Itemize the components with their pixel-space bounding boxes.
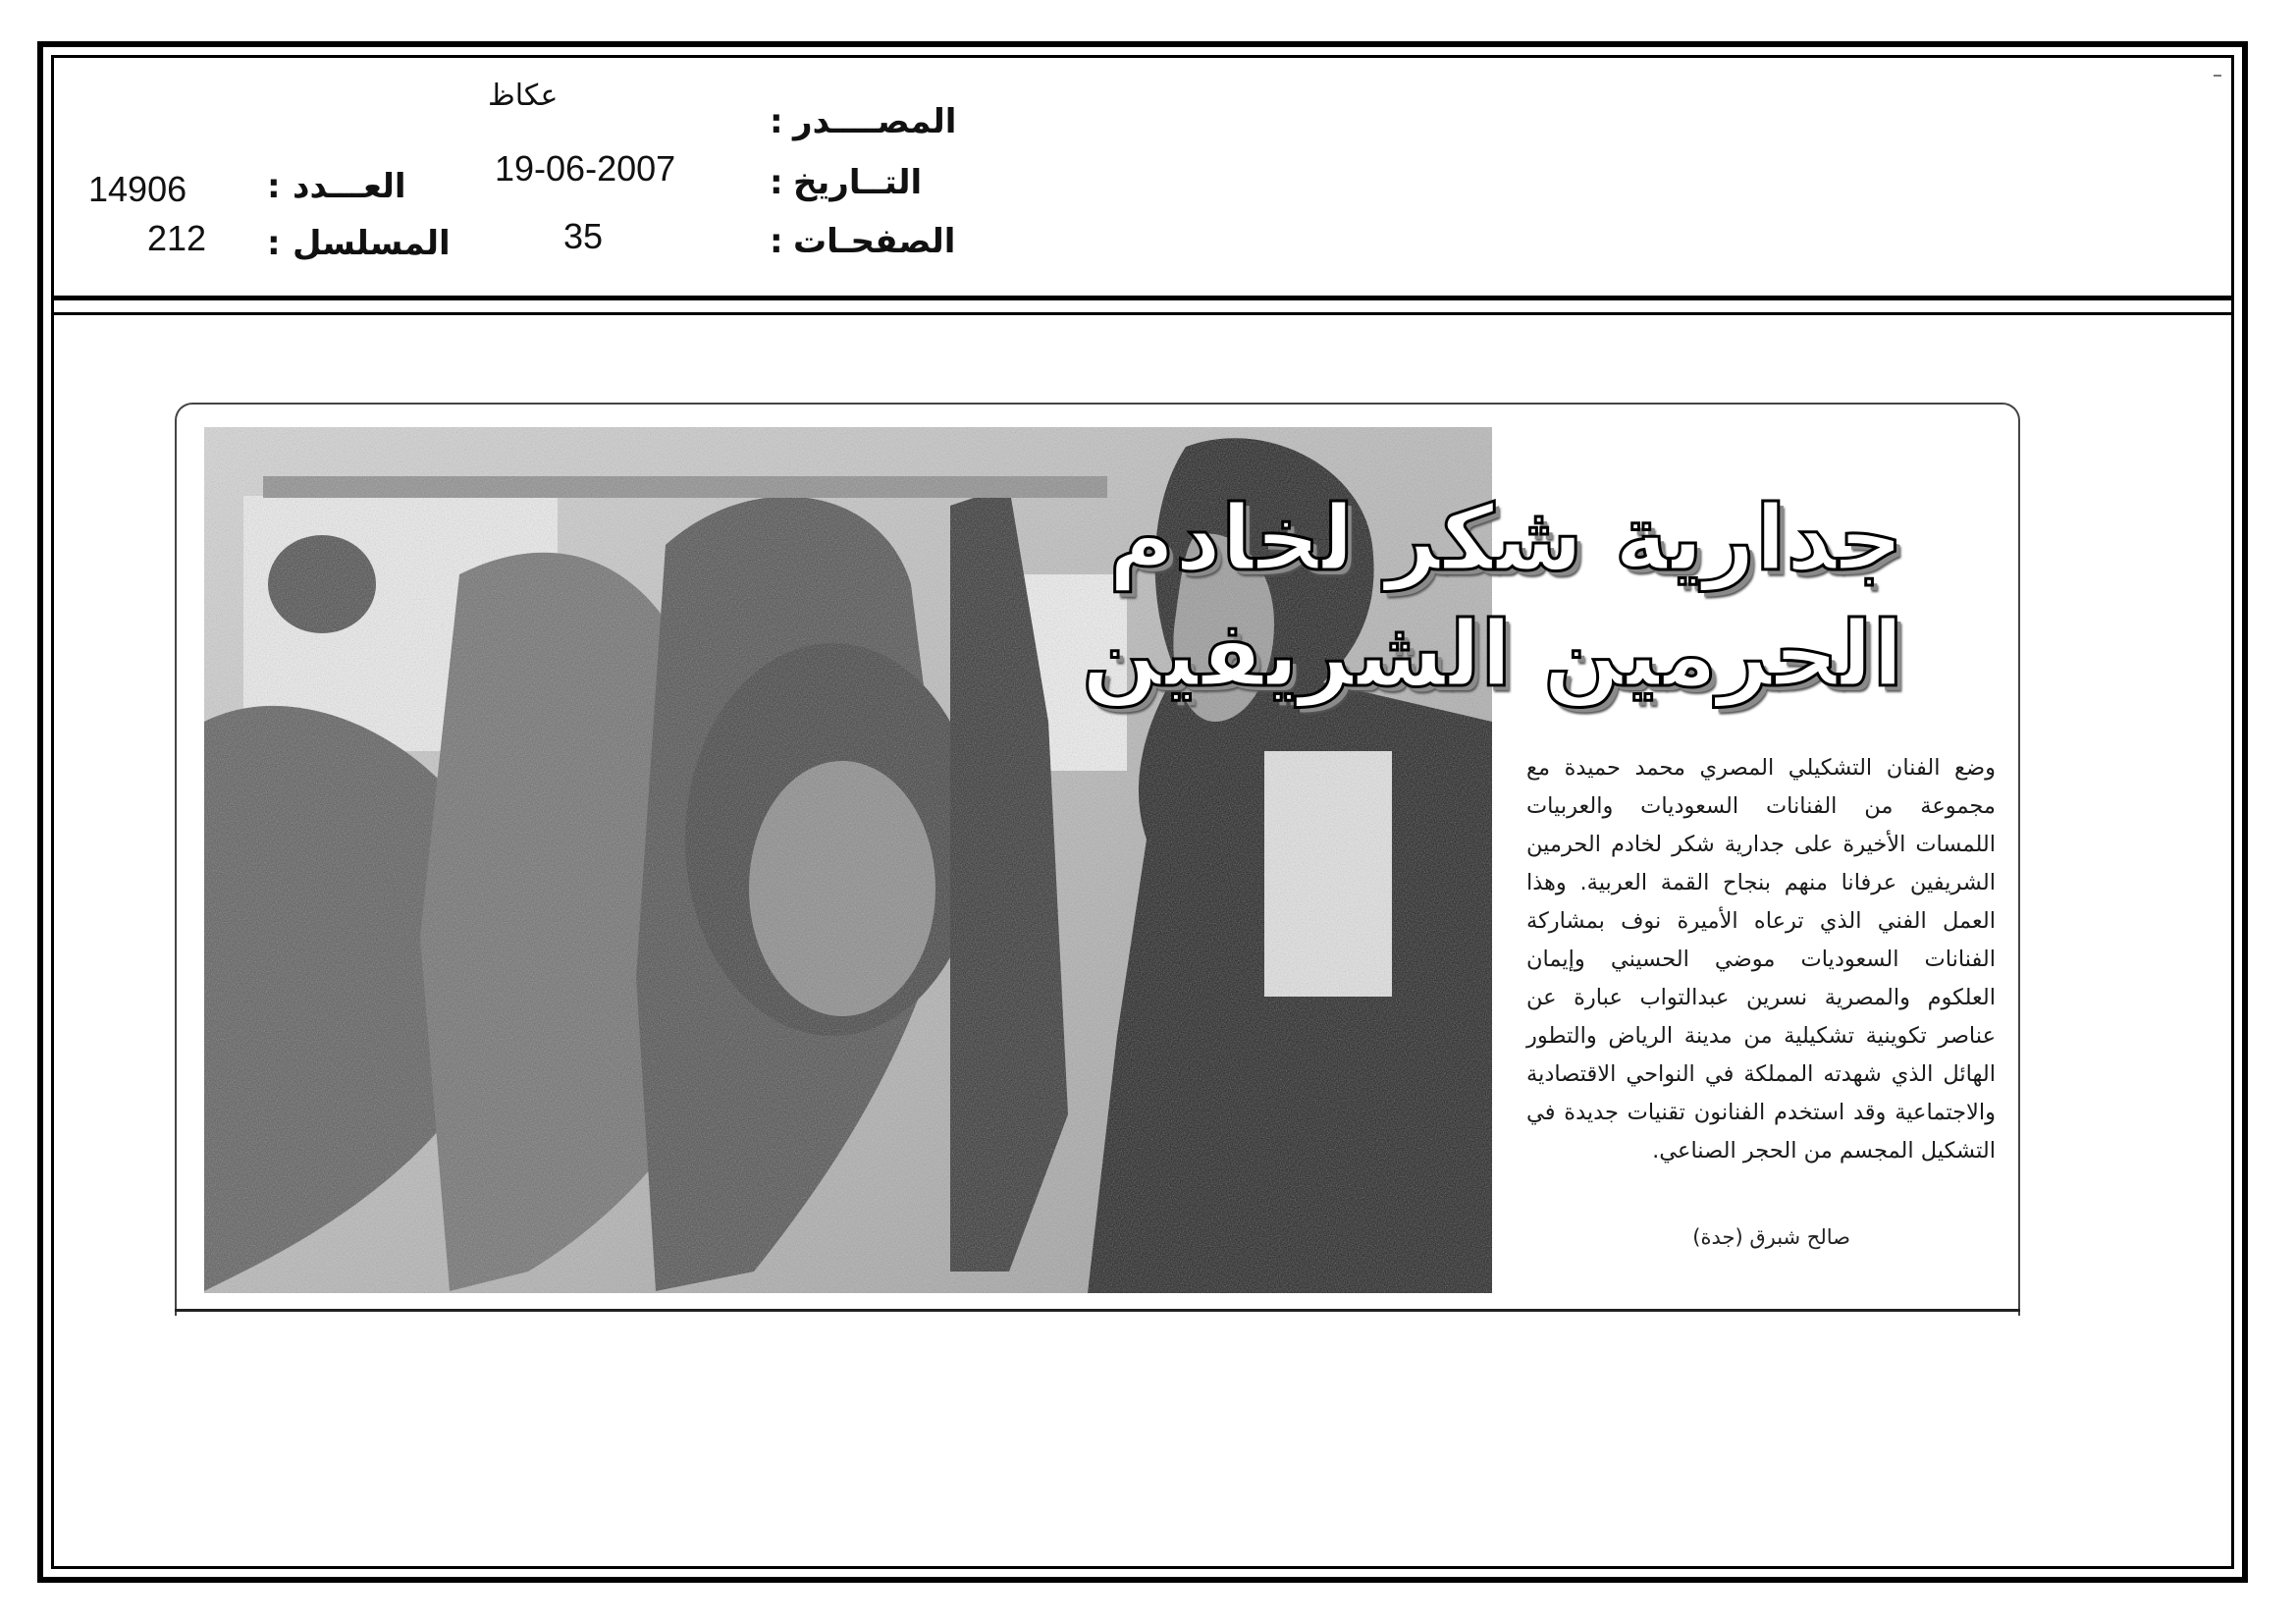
pages-label: الصفحـات	[793, 222, 956, 261]
date-colon: :	[770, 163, 783, 202]
issue-label: العـــدد	[293, 167, 406, 206]
pages-colon: :	[770, 222, 783, 261]
serial-value: 212	[147, 218, 207, 258]
header-divider-inner	[51, 312, 2234, 315]
issue-colon: :	[267, 167, 281, 206]
article-body: وضع الفنان التشكيلي المصري محمد حميدة مع مجموعة من الفنانات السعوديات والعربيات اللمسات الأخيرة على جدارية شكر لخادم الحرمين الشريفين عرفانا منهم بنجاح القمة العربية. وهذا العمل الفني الذي ترعاه الأميرة نوف بمشاركة الفنانات السعوديات موضي الحسيني وإيمان العلكوم والمصرية نسرين عبدالتواب عبارة عن عناصر تكوينية تشكيلية من مدينة الرياض والتطور الهائل الذي شهدته المملكة في النواحي الاقتصادية والاجتماعية وقد استخدم الفنانون تقنيات جديدة في التشكيل المجسم من الحجر الصناعي.	[1526, 755, 1996, 1164]
source-value: عكاظ	[488, 79, 559, 113]
pages-value: 35	[563, 216, 604, 256]
source-label: المصــــدر	[793, 102, 957, 141]
date-value: 19-06-2007	[495, 148, 676, 189]
article-bottom-rule	[175, 1309, 2020, 1312]
serial-label: المسلسل	[293, 224, 451, 263]
article-headline	[1082, 481, 1903, 713]
article-byline: صالح شبرق (جدة)	[1692, 1225, 1850, 1249]
headline-line-1: جدارية شكر لخادم	[1108, 486, 1903, 591]
serial-colon: :	[267, 224, 281, 263]
corner-mark	[2214, 75, 2221, 77]
issue-value: 14906	[88, 169, 187, 209]
source-colon: :	[770, 102, 783, 141]
header-divider	[51, 296, 2234, 300]
headline-line-2: الحرمين الشريفين	[1082, 602, 1903, 707]
date-label: التــاريخ	[793, 163, 923, 202]
